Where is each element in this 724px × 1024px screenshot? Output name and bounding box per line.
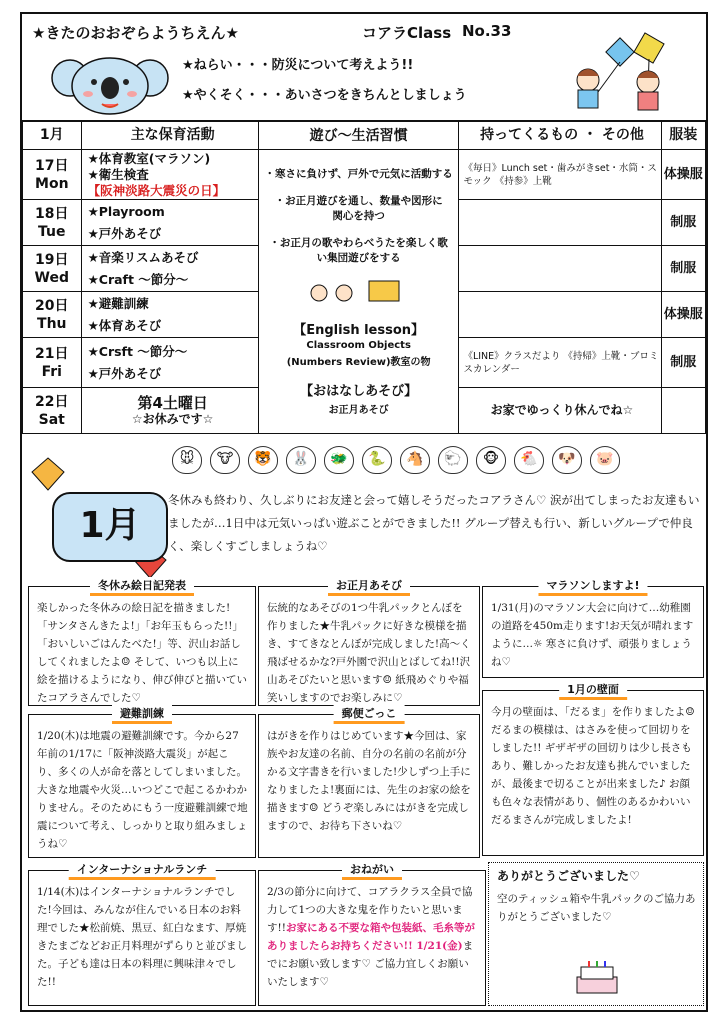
day-of-week: Thu: [37, 315, 67, 332]
activity-cell: [81, 338, 258, 388]
cake-icon: [567, 959, 627, 999]
activity: ★Crsft ～節分～: [87, 343, 188, 359]
section-text: [259, 871, 485, 995]
section-title: 冬休み絵日記発表: [90, 577, 194, 596]
holiday-label: ☆お休みです☆: [131, 411, 214, 426]
spinning-top-icon: [28, 454, 68, 494]
section-request: [258, 863, 486, 1006]
section-title: おねがい: [342, 861, 402, 880]
section-winter-diary: [28, 579, 256, 706]
bring-cell: [459, 200, 661, 246]
school-name: ★きたのおおぞらようちえん★: [32, 24, 239, 42]
activity: ★体育あそび: [87, 317, 162, 333]
activity-header: 主な保育活動: [81, 121, 258, 150]
section-international-lunch: [28, 863, 256, 1006]
dog-icon: 🐶: [552, 446, 582, 474]
date: 19日: [35, 251, 69, 268]
section-text: 1/31(月)のマラソン大会に向けて…幼稚園の道路を450m走ります!お天気が晴れますように…☼ 寒さに負けず、頑張りましょうね♡: [491, 602, 694, 668]
activity-cell: [81, 200, 258, 246]
section-title: マラソンしますよ!: [538, 577, 647, 596]
zodiac-animals: [172, 446, 620, 474]
day-of-week: Mon: [35, 175, 69, 192]
section-text: 楽しかった冬休みの絵日記を描きました!「サンタさんきたよ!」「お年玉もらった!!」「おいしいごはんたべた!」等、沢山お話ししてくれましたよ☺ そして、いつも以上に絵を描けるようになり、伸び伸びと描いていたコアラさんでした♡: [37, 602, 247, 704]
day-of-week: Sat: [38, 411, 65, 428]
activity: ★体育教室(マラソン): [87, 150, 211, 166]
section-text: 伝統的なあそびの1つ牛乳パックとんぼを作りました★牛乳パックに好きな模様を描き、すてきなとんぼが完成しました!高～く飛ばせるかな?戸外園で沢山とばしてね!!沢山あそびたいと思います☺ 紙飛めぐりや福笑いしますのでお楽しみに♡: [267, 602, 471, 704]
rabbit-icon: 🐰: [286, 446, 316, 474]
activity-cell: [81, 150, 258, 200]
activity: ★音楽リスムあそび: [87, 249, 199, 265]
issue-number: No.33: [462, 22, 512, 40]
clothes-header: 服装: [661, 121, 705, 150]
rooster-icon: 🐔: [514, 446, 544, 474]
section-marathon: [482, 579, 704, 678]
dragon-icon: 🐲: [324, 446, 354, 474]
bring-cell: 《毎日》Lunch set・歯みがきset・水筒・スモック 《持参》上靴: [459, 150, 661, 200]
saturday-label: 第4土曜日: [137, 393, 208, 412]
intro-text: 冬休みも終わり、久しぶりにお友達と会って嬉しそうだったコアラさん♡ 涙が出てしまったお友達もいましたが…1日中は元気いっぱい遊ぶことができました!! グループ替えも行い、新しいグループで仲良く、楽しくすごしましょうね♡: [168, 493, 700, 553]
section-title: インターナショナルランチ: [69, 861, 216, 880]
promise-text: ★やくそく・・・あいさつをきちんとしましょう: [182, 88, 467, 103]
table-header-row: [23, 121, 706, 150]
date: 21日: [35, 345, 69, 362]
english-lesson-topic: (Numbers Review)教室の物: [286, 357, 431, 368]
activity-cell: [81, 246, 258, 292]
section-new-year-play: [258, 579, 480, 706]
date: 20日: [35, 297, 69, 314]
request-text: 2/3の節分に向けて、コアラクラス全員で協力して1つの大きな鬼を作りたいと思います!!: [267, 886, 473, 934]
activity: ★戸外あそび: [87, 225, 162, 241]
clothes-cell: 体操服: [661, 150, 705, 200]
month-badge: 1月: [52, 492, 168, 562]
bring-header: 持ってくるもの ・ その他: [459, 121, 661, 150]
section-title: 郵便ごっこ: [334, 705, 405, 724]
date: 18日: [35, 205, 69, 222]
koala-icon: [50, 48, 170, 116]
play-header: 遊び～生活習慣: [258, 121, 459, 150]
activity: ★避難訓練: [87, 295, 149, 311]
sheep-icon: 🐑: [438, 446, 468, 474]
english-lesson-title: 【English lesson】: [293, 323, 425, 338]
play-cell: [258, 150, 459, 434]
table-row: [23, 150, 706, 200]
date: 17日: [35, 157, 69, 174]
play-goal: ・寒さに負けず、戸外で元気に活動する: [264, 168, 453, 180]
section-text: 空のティッシュ箱や牛乳パックのご協力ありがとうございました♡: [497, 893, 696, 923]
english-lesson-topic: Classroom Objects: [306, 340, 411, 351]
story-play-title: 【おはなしあそび】: [300, 384, 418, 399]
activity: ★Playroom: [87, 203, 165, 219]
section-post-office-play: [258, 707, 480, 858]
clothes-cell: [661, 388, 705, 434]
bring-cell: [459, 292, 661, 338]
date-cell: [23, 246, 82, 292]
play-goal: ・お正月の歌やわらべうたを楽しく歌い集団遊びをする: [269, 237, 448, 264]
monkey-icon: 🐵: [476, 446, 506, 474]
new-year-play-icon: [299, 277, 419, 307]
section-title: 避難訓練: [112, 705, 172, 724]
bring-cell: 《LINE》クラスだより 《持帰》上靴・ブロミスカレンダー: [459, 338, 661, 388]
section-text: 1/20(木)は地震の避難訓練です。今から27年前の1/17に「阪神淡路大震災」が起こり、多くの人が命を落としてしまいました。大きな地震や火災…いつどこで起こるかわかりません。そのためにもう一度避難訓練で地震について考え、しっかりと取り組みましょうね♡: [37, 730, 248, 850]
snake-icon: 🐍: [362, 446, 392, 474]
section-text: はがきを作りはじめています★今回は、家族やお友達の名前、自分の名前の名前が分かる文字書きを行いました!少しずつ上手になりましたよ!裏面には、先生のお家の絵を描きます☺ どうぞ楽しみにはがきを完成しますので、お待ち下さいね♡: [267, 730, 471, 832]
date-cell: [23, 338, 82, 388]
section-text: 1/14(木)はインターナショナルランチでした!今回は、みんなが住んでいる日本のお料理でした★松前焼、黒豆、紅白なます、厚焼きたまごなどお正月料理がずらりと並びました。子ども達は日本の料理に興味津々でした!!: [37, 886, 247, 988]
kids-kite-icon: [548, 32, 698, 118]
section-title: 1月の壁面: [559, 681, 627, 700]
ox-icon: 🐮: [210, 446, 240, 474]
aim-text: ★ねらい・・・防災について考えよう!!: [182, 58, 414, 73]
day-of-week: Tue: [38, 223, 66, 240]
day-of-week: Fri: [41, 363, 62, 380]
section-wall-decoration: [482, 683, 704, 856]
date-cell: [23, 388, 82, 434]
memorial-day-label: 【阪神淡路大震災の日】: [87, 182, 226, 198]
request-end-text: までにお願い致します♡ ご協力宜しくお願いいたします♡: [267, 940, 474, 988]
section-title: お正月あそび: [328, 577, 410, 596]
rat-icon: 🐭: [172, 446, 202, 474]
clothes-cell: 制服: [661, 338, 705, 388]
section-thanks: [488, 862, 704, 1006]
horse-icon: 🐴: [400, 446, 430, 474]
bring-cell: お家でゆっくり休んでね☆: [459, 388, 661, 434]
activity-cell: [81, 388, 258, 434]
story-play-topic: お正月あそび: [328, 405, 389, 416]
date-cell: [23, 200, 82, 246]
class-name: コアラClass: [362, 24, 452, 42]
activity-cell: [81, 292, 258, 338]
header: [22, 14, 706, 122]
date: 22日: [35, 393, 69, 410]
month-header: 1月: [23, 121, 82, 150]
clothes-cell: 制服: [661, 246, 705, 292]
play-goal: ・お正月遊びを通し、数量や図形に関心を持つ: [274, 195, 443, 222]
day-of-week: Wed: [34, 269, 70, 286]
newsletter-page: [20, 12, 708, 1012]
activity: ★戸外あそび: [87, 365, 162, 381]
bring-cell: [459, 246, 661, 292]
section-evacuation-drill: [28, 707, 256, 858]
section-title: ありがとうございました♡: [497, 869, 640, 883]
schedule-table: [22, 120, 706, 434]
activity: ★衛生検査: [87, 166, 149, 182]
request-highlight: お家にある不要な箱や包装紙、毛糸等がありましたらお持ちください!! 1/21(金): [267, 922, 475, 952]
section-text: 今月の壁面は、「だるま」を作りましたよ☺ だるまの模様は、はさみを使って回切りをしました!! ギザギザの回切りは少し長さもあり、難しかったお友達も挑んでいましたが、最後まで切ることが出来ました♪ お顔も色々な表情があり、個性のあるかわいいだるまさんが完成しましたよ!: [491, 706, 695, 826]
activity: ★Craft ～節分～: [87, 271, 189, 287]
tiger-icon: 🐯: [248, 446, 278, 474]
date-cell: [23, 292, 82, 338]
clothes-cell: 体操服: [661, 292, 705, 338]
clothes-cell: 制服: [661, 200, 705, 246]
boar-icon: 🐷: [590, 446, 620, 474]
date-cell: [23, 150, 82, 200]
